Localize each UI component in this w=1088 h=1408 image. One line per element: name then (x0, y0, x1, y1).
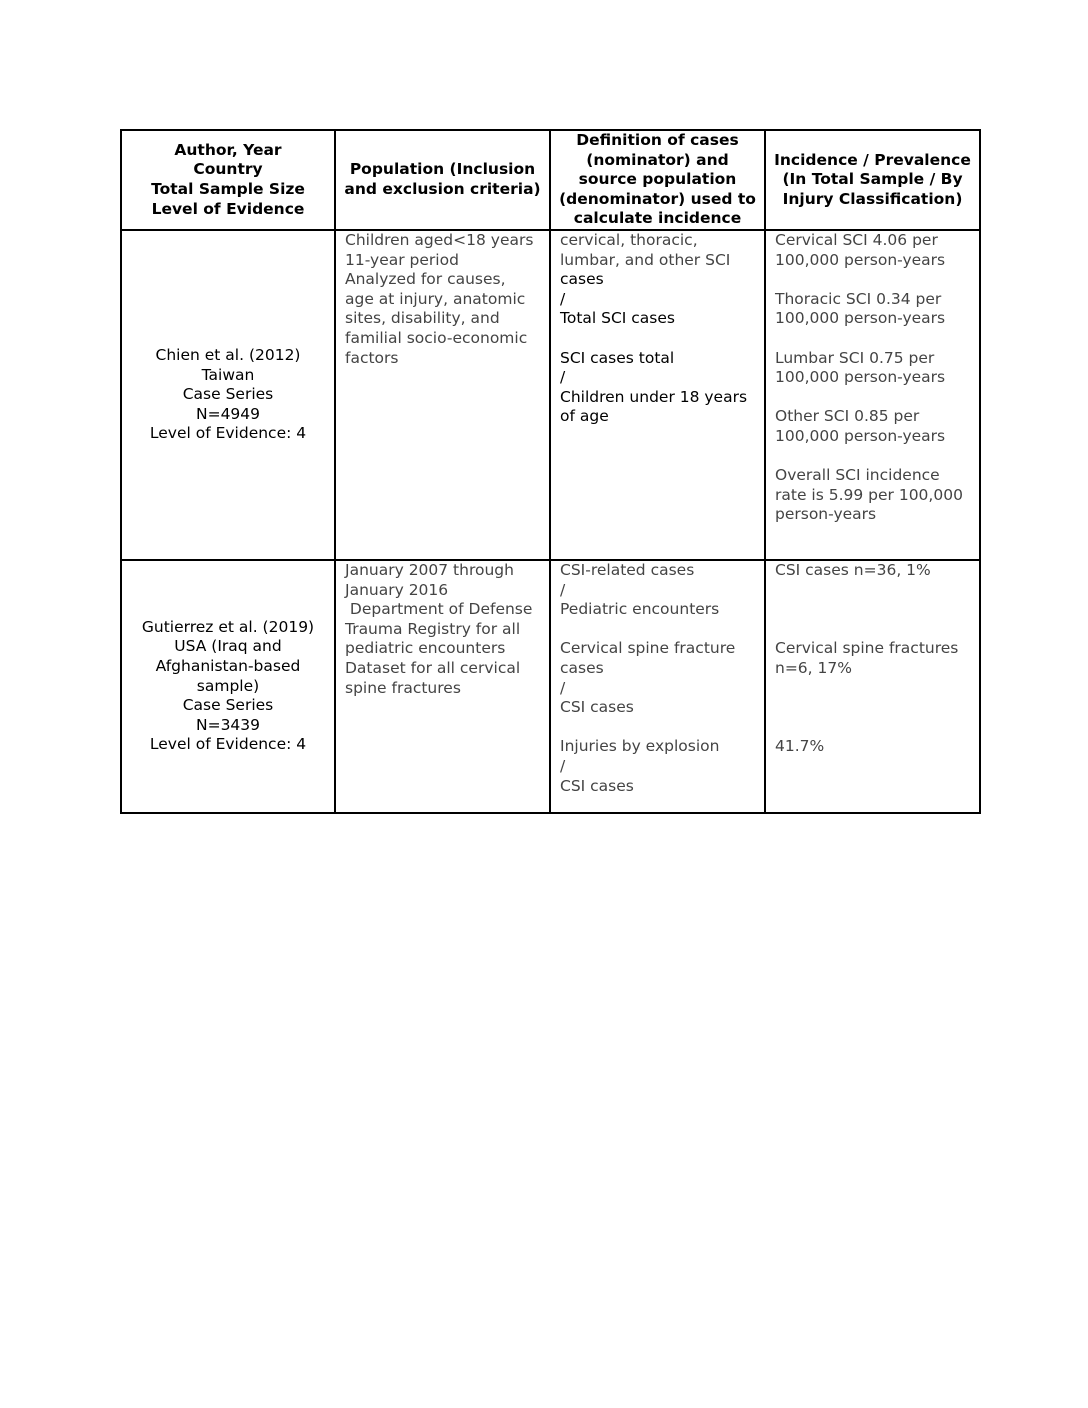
population-text: factors (345, 348, 399, 367)
definition-text: cases (560, 658, 604, 677)
spacer (775, 679, 979, 699)
population-text: Dataset for all cervical (345, 658, 521, 677)
population-text: Trauma Registry for all (345, 619, 521, 638)
author-text: Taiwan (201, 365, 255, 384)
spacer (560, 329, 764, 349)
header-text: source population (578, 170, 737, 189)
incidence-text: 100,000 person-years (775, 368, 946, 387)
incidence-text: 100,000 person-years (775, 250, 946, 269)
header-text: Definition of cases (576, 131, 739, 149)
population-text: spine fractures (345, 678, 461, 697)
incidence-text: CSI cases n=36, 1% (775, 560, 931, 579)
incidence-text: Lumbar SCI 0.75 per (775, 348, 935, 367)
incidence-cell (765, 560, 980, 813)
population-text: Analyzed for causes, (345, 270, 506, 289)
population-cell (335, 560, 550, 813)
author-text: Level of Evidence: 4 (149, 735, 307, 754)
definition-text: / (560, 368, 566, 387)
header-author (121, 130, 335, 230)
definition-text: CSI cases (560, 698, 634, 717)
header-text: and exclusion criteria) (344, 179, 541, 198)
header-text: (nominator) and (586, 150, 729, 169)
definition-text: / (560, 289, 566, 308)
spacer (775, 620, 979, 640)
definition-text: Injuries by explosion (560, 737, 720, 756)
author-text: Chien et al. (2012) (155, 345, 301, 364)
incidence-text: Thoracic SCI 0.34 per (775, 289, 942, 308)
spacer (775, 698, 979, 718)
header-definition (550, 130, 765, 230)
spacer (775, 581, 979, 601)
definition-text: / (560, 756, 566, 775)
header-text: calculate incidence (573, 209, 742, 228)
header-text: Total Sample Size (151, 179, 305, 198)
incidence-text: person-years (775, 505, 877, 524)
definition-text: Cervical spine fracture (560, 639, 736, 658)
spacer (775, 600, 979, 620)
spacer (775, 329, 979, 349)
header-incidence (765, 130, 980, 230)
definition-text: Children under 18 years (560, 387, 748, 406)
header-text: Incidence / Prevalence (774, 150, 971, 169)
table-row (121, 230, 980, 560)
author-text: Case Series (182, 385, 274, 404)
population-text: pediatric encounters (345, 639, 506, 658)
header-population (335, 130, 550, 230)
incidence-text: 41.7% (775, 737, 825, 756)
incidence-text: Cervical spine fractures (775, 639, 959, 658)
definition-text: cervical, thoracic, (560, 230, 698, 249)
author-text: N=3439 (195, 715, 261, 734)
definition-text: Total SCI cases (560, 309, 675, 328)
author-text: Level of Evidence: 4 (149, 424, 307, 443)
definition-text: CSI-related cases (560, 560, 695, 579)
author-cell (121, 560, 335, 813)
incidence-text: n=6, 17% (775, 658, 852, 677)
header-row (121, 130, 980, 230)
header-text: Author, Year (174, 140, 282, 159)
header-text: Level of Evidence (151, 199, 305, 218)
population-text: January 2007 through (345, 560, 514, 579)
author-text: N=4949 (195, 404, 261, 423)
incidence-text: 100,000 person-years (775, 309, 946, 328)
population-text: sites, disability, and (345, 309, 500, 328)
incidence-text: 100,000 person-years (775, 426, 946, 445)
incidence-cell (765, 230, 980, 560)
population-text: age at injury, anatomic (345, 289, 526, 308)
author-cell (121, 230, 335, 560)
population-text: familial socio-economic (345, 328, 528, 347)
table-row (121, 560, 980, 813)
population-text: Children aged<18 years (345, 230, 534, 249)
header-text: (denominator) used to (559, 189, 756, 208)
incidence-text: rate is 5.99 per 100,000 (775, 485, 963, 504)
author-text: Case Series (182, 696, 274, 715)
definition-text: Pediatric encounters (560, 600, 720, 619)
spacer (775, 718, 979, 738)
population-text: Department of Defense (345, 600, 533, 619)
spacer (560, 718, 764, 738)
spacer (775, 270, 979, 290)
population-text: 11-year period (345, 250, 459, 269)
author-text: Gutierrez et al. (2019) (141, 617, 315, 636)
definition-text: SCI cases total (560, 348, 675, 367)
incidence-text: Other SCI 0.85 per (775, 407, 920, 426)
spacer (775, 388, 979, 408)
definition-cell (550, 560, 765, 813)
spacer (560, 620, 764, 640)
spacer (775, 447, 979, 467)
definition-cell (550, 230, 765, 560)
incidence-text: Overall SCI incidence (775, 466, 940, 485)
definition-text: cases (560, 270, 604, 289)
evidence-table (120, 129, 981, 814)
header-text: Population (Inclusion (349, 160, 536, 179)
author-text: Afghanistan-based (155, 657, 301, 676)
population-text: January 2016 (345, 580, 449, 599)
header-text: Country (193, 160, 263, 179)
population-cell (335, 230, 550, 560)
header-text: (In Total Sample / By (782, 170, 963, 189)
definition-text: / (560, 678, 566, 697)
definition-text: of age (560, 407, 609, 426)
definition-text: / (560, 580, 566, 599)
author-text: USA (Iraq and (174, 637, 282, 656)
incidence-text: Cervical SCI 4.06 per (775, 230, 938, 249)
definition-text: lumbar, and other SCI (560, 250, 731, 269)
header-text: Injury Classification) (782, 189, 963, 208)
author-text: sample) (196, 676, 260, 695)
definition-text: CSI cases (560, 776, 634, 795)
